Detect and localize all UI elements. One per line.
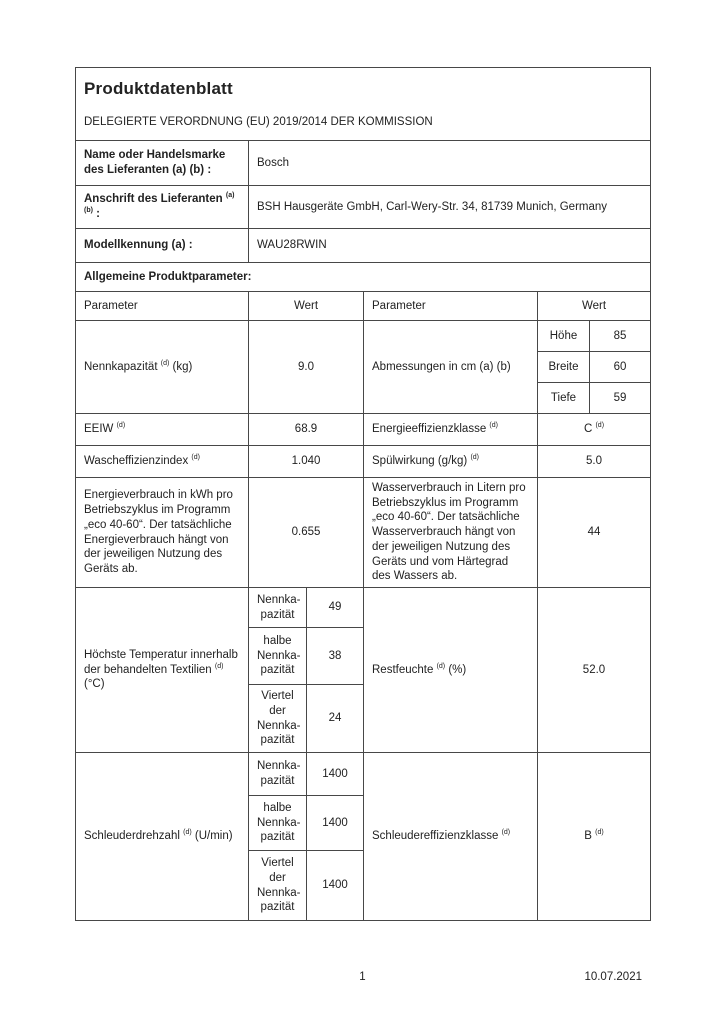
eeiw-value: 68.9 (249, 414, 364, 446)
header-wert-left: Wert (249, 292, 364, 321)
wasserverbrauch-value: 44 (538, 478, 651, 588)
header-wert-right: Wert (538, 292, 651, 321)
temperatur-sub-value-viertel: 24 (307, 685, 364, 753)
schleuder-sub-label-viertel: Viertel der Nennka-pazität (249, 851, 307, 921)
dim-hoehe-label: Höhe (538, 321, 590, 352)
temperatur-label-text: Höchste Temperatur innerhalb der behandelten Textilien (84, 648, 238, 676)
nennkapazitaet-unit: (kg) (172, 360, 193, 373)
restfeuchte-unit: (%) (448, 663, 467, 676)
eeiw-footnote: (d) (116, 422, 126, 430)
temperatur-unit: (°C) (84, 678, 105, 691)
restfeuchte-value: 52.0 (538, 588, 651, 753)
supplier-address-label-text: Anschrift des Lieferanten (84, 193, 223, 206)
schleudereffizienzklasse-value-text: B (584, 830, 592, 843)
supplier-address-row (76, 186, 651, 229)
eeiw-label-text: EEIW (84, 423, 114, 436)
title-cell (76, 68, 651, 141)
schleudereffizienzklasse-value-footnote: (d) (595, 829, 604, 837)
energieeffizienzklasse-footnote: (d) (489, 422, 498, 430)
energieverbrauch-label: Energieverbrauch in kWh pro Betriebszyklus im Programm „eco 40-60“. Der tatsächliche Energieverbrauch hängt von der jeweiligen Nutzung des Geräts ab. (76, 478, 249, 588)
schleuder-sub-value-halbe: 1400 (307, 796, 364, 851)
schleudereffizienzklasse-label (364, 753, 538, 921)
wascheffizienzindex-label-text: Wascheffizienzindex (84, 455, 189, 468)
dim-tiefe-value: 59 (590, 383, 651, 414)
energieverbrauch-value: 0.655 (249, 478, 364, 588)
spuelwirkung-footnote: (d) (470, 454, 479, 462)
schleuderdrehzahl-label-text: Schleuderdrehzahl (84, 830, 180, 843)
supplier-name-label: Name oder Handelsmarke des Lieferanten (a) (b) : (76, 141, 249, 186)
title-row (76, 68, 651, 141)
energieeffizienzklasse-label-text: Energieeffizienzklasse (372, 423, 487, 436)
schleudereffizienzklasse-label-text: Schleudereffizienzklasse (372, 830, 499, 843)
schleuderdrehzahl-footnote: (d) (183, 829, 192, 837)
supplier-address-value: BSH Hausgeräte GmbH, Carl-Wery-Str. 34, 81739 Munich, Germany (249, 186, 651, 229)
wascheffizienz-row (76, 446, 651, 478)
temperatur-sub-label-halbe: halbe Nennka-pazität (249, 628, 307, 685)
dim-breite-label: Breite (538, 352, 590, 383)
supplier-address-footnote: (a) (b) (84, 192, 235, 215)
restfeuchte-footnote: (d) (436, 662, 446, 670)
wascheffizienzindex-label (76, 446, 249, 478)
schleuder-row-1 (76, 753, 651, 796)
eeiw-label (76, 414, 249, 446)
model-row (76, 229, 651, 263)
wascheffizienzindex-footnote: (d) (191, 454, 200, 462)
temperatur-sub-value-nenn: 49 (307, 588, 364, 628)
model-label: Modellkennung (a) : (76, 229, 249, 263)
page-number: 1 (359, 971, 366, 983)
header-parameter-left: Parameter (76, 292, 249, 321)
temperatur-sub-label-viertel: Viertel der Nennka-pazität (249, 685, 307, 753)
supplier-name-row (76, 141, 651, 186)
schleudereffizienzklasse-footnote: (d) (501, 829, 511, 837)
dim-breite-value: 60 (590, 352, 651, 383)
model-value: WAU28RWIN (249, 229, 651, 263)
page-title: Produktdatenblatt (84, 79, 233, 99)
schleuder-sub-value-nenn: 1400 (307, 753, 364, 796)
page-footer (75, 971, 650, 983)
temperatur-sub-label-nenn: Nennka-pazität (249, 588, 307, 628)
section-heading-row (76, 263, 651, 292)
dim-tiefe-label: Tiefe (538, 383, 590, 414)
temperatur-label (76, 588, 249, 753)
product-datasheet-table (75, 67, 651, 921)
section-title: Allgemeine Produktparameter: (76, 263, 651, 292)
nennkapazitaet-label-text: Nennkapazität (84, 360, 158, 373)
nennkapazitaet-footnote: (d) (160, 359, 170, 367)
nennkapazitaet-label (76, 321, 249, 414)
wasserverbrauch-label: Wasserverbrauch in Litern pro Betriebszyklus im Programm „eco 40-60“. Der tatsächliche Wasserverbrauch hängt von der jeweiligen Nutzung des Geräts und vom Härtegrad des Wassers ab. (364, 478, 538, 588)
abmessungen-label: Abmessungen in cm (a) (b) (364, 321, 538, 414)
schleudereffizienzklasse-value (538, 753, 651, 921)
spuelwirkung-label-text: Spülwirkung (g/kg) (372, 455, 468, 468)
schleuder-sub-label-halbe: halbe Nennka-pazität (249, 796, 307, 851)
spuelwirkung-label (364, 446, 538, 478)
spuelwirkung-value: 5.0 (538, 446, 651, 478)
temperatur-row-1 (76, 588, 651, 628)
supplier-address-label (76, 186, 249, 229)
temperatur-sub-value-halbe: 38 (307, 628, 364, 685)
energieeffizienzklasse-label (364, 414, 538, 446)
header-parameter-right: Parameter (364, 292, 538, 321)
restfeuchte-label-text: Restfeuchte (372, 663, 434, 676)
page-subtitle: DELEGIERTE VERORDNUNG (EU) 2019/2014 DER KOMMISSION (84, 116, 433, 129)
energieeffizienzklasse-value (538, 414, 651, 446)
temperatur-footnote: (d) (214, 662, 224, 670)
capacity-dimensions-row-1 (76, 321, 651, 352)
schleuder-sub-value-viertel: 1400 (307, 851, 364, 921)
energieeffizienzklasse-value-footnote: (d) (595, 422, 605, 430)
column-header-row (76, 292, 651, 321)
energieeffizienzklasse-value-text: C (583, 423, 593, 436)
schleuderdrehzahl-unit: (U/min) (194, 830, 233, 843)
dim-hoehe-value: 85 (590, 321, 651, 352)
eeiw-row (76, 414, 651, 446)
schleuder-sub-label-nenn: Nennka-pazität (249, 753, 307, 796)
wascheffizienzindex-value: 1.040 (249, 446, 364, 478)
supplier-name-value: Bosch (249, 141, 651, 186)
schleuderdrehzahl-label (76, 753, 249, 921)
supplier-address-label-colon: : (96, 208, 100, 220)
footer-date: 10.07.2021 (584, 971, 642, 983)
verbrauch-row (76, 478, 651, 588)
restfeuchte-label (364, 588, 538, 753)
nennkapazitaet-value: 9.0 (249, 321, 364, 414)
